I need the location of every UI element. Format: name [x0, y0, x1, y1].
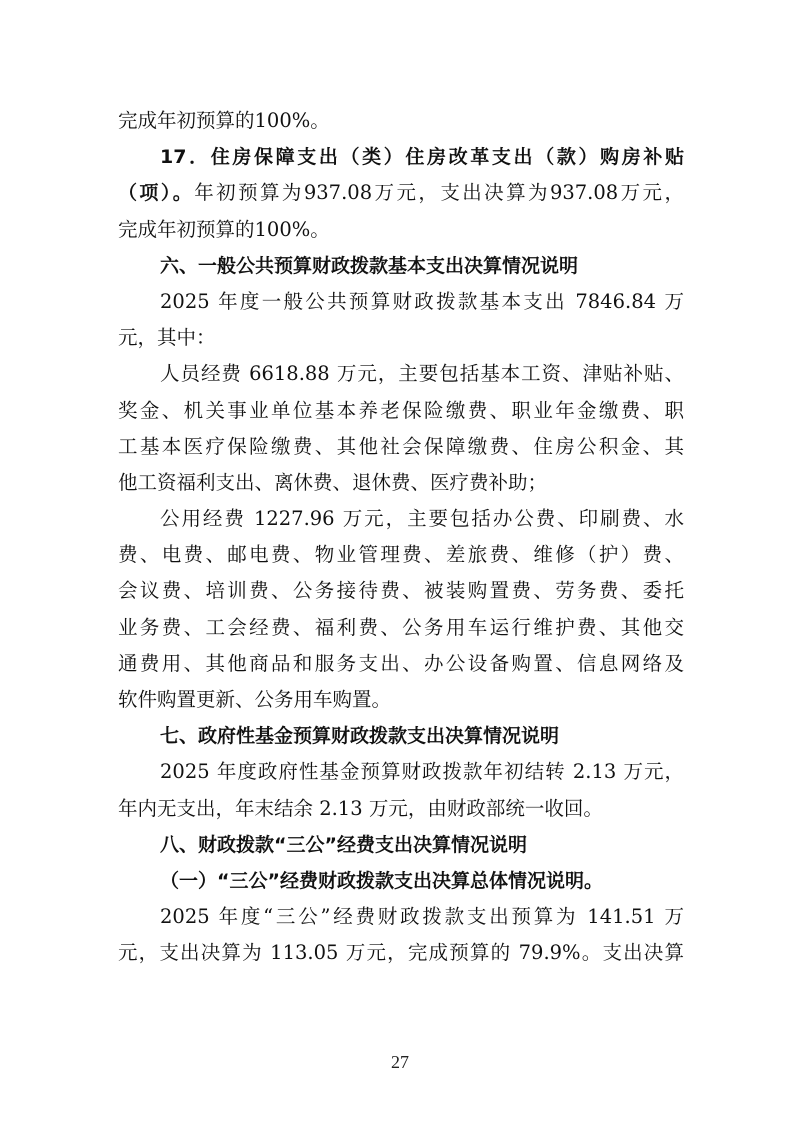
paragraph-line: 2025 年度“三公”经费财政拨款支出预算为 141.51 万	[160, 905, 684, 929]
paragraph-line: 人员经费 6618.88 万元，主要包括基本工资、津贴补贴、	[160, 362, 684, 386]
paragraph-text: 年初预算为937.08万元，支出决算为937.08万元，	[194, 181, 684, 205]
section-heading-6: 六、一般公共预算财政拨款基本支出决算情况说明	[160, 254, 579, 277]
paragraph-line: 公用经费 1227.96 万元，主要包括办公费、印刷费、水	[160, 507, 684, 531]
item-heading-17: 17．住房保障支出（类）住房改革支出（款）购房补贴	[160, 146, 684, 169]
item-heading-17-end: （项）。	[118, 182, 195, 205]
section-heading-7: 七、政府性基金预算财政拨款支出决算情况说明	[160, 725, 560, 748]
section-heading-8: 八、财政拨款“三公”经费支出决算情况说明	[160, 833, 527, 856]
paragraph-line: 元，其中：	[118, 326, 216, 350]
paragraph-line: 通费用、其他商品和服务支出、办公设备购置、信息网络及	[118, 651, 684, 675]
paragraph-line: 会议费、培训费、公务接待费、被装购置费、劳务费、委托	[118, 579, 684, 603]
paragraph-line: 完成年初预算的100%。	[118, 217, 330, 241]
paragraph-line: 工基本医疗保险缴费、其他社会保障缴费、住房公积金、其	[118, 434, 684, 458]
paragraph-line	[118, 175, 684, 211]
paragraph-line: 费、电费、邮电费、物业管理费、差旅费、维修（护）费、	[118, 543, 684, 567]
paragraph-line: 2025 年度政府性基金预算财政拨款年初结转 2.13 万元，	[160, 760, 684, 784]
paragraph-line: 元，支出决算为 113.05 万元，完成预算的 79.9%。支出决算	[118, 941, 684, 965]
page-number: 27	[391, 1052, 409, 1072]
page-body	[118, 103, 684, 972]
subsection-heading-1: （一）“三公”经费财政拨款支出决算总体情况说明。	[160, 869, 603, 892]
paragraph-line: 业务费、工会经费、福利费、公务用车运行维护费、其他交	[118, 615, 684, 639]
paragraph-line: 完成年初预算的100%。	[118, 109, 330, 132]
paragraph-line: 软件购置更新、公务用车购置。	[118, 688, 392, 711]
paragraph-line: 他工资福利支出、离休费、退休费、医疗费补助；	[118, 470, 548, 494]
paragraph-line: 年内无支出，年末结余 2.13 万元，由财政部统一收回。	[118, 796, 603, 820]
paragraph-line: 2025 年度一般公共预算财政拨款基本支出 7846.84 万	[160, 289, 684, 313]
paragraph-line: 奖金、机关事业单位基本养老保险缴费、职业年金缴费、职	[118, 398, 684, 422]
